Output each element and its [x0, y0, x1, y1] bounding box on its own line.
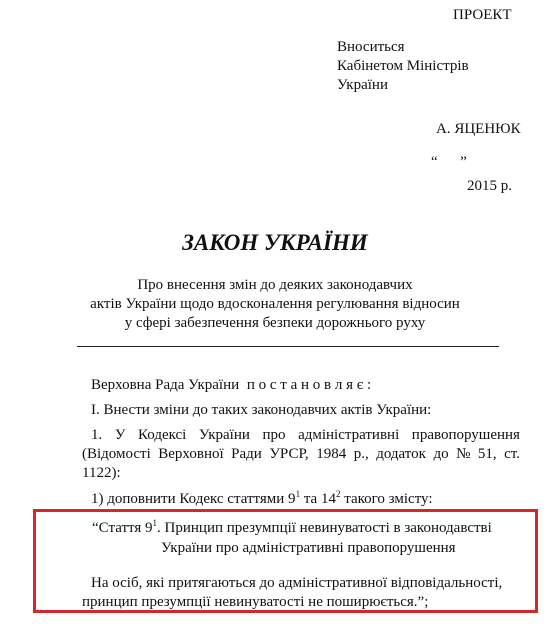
- superscript: 2: [335, 489, 341, 499]
- word: 1984: [316, 446, 347, 462]
- submitted-by-line: України: [337, 77, 388, 93]
- submitted-by-block: [337, 38, 469, 95]
- sub-item-text: 1) доповнити Кодекс статтями 9: [91, 491, 296, 507]
- preamble: [91, 376, 371, 394]
- section-one-intro: І. Внести зміни до таких законодавчих актів України:: [91, 402, 432, 418]
- item-one-line-3: 1122):: [82, 465, 121, 481]
- sub-item-one: [91, 490, 433, 508]
- word: УРСР,: [269, 446, 309, 462]
- item-one-line-2: [82, 445, 520, 463]
- sub-item-text: та 14: [300, 491, 336, 507]
- signer-name: А. ЯЦЕНЮК: [436, 121, 521, 137]
- law-title: ЗАКОН УКРАЇНИ: [182, 230, 368, 255]
- word: адміністративні: [298, 427, 400, 443]
- date-placeholder: “ ”: [431, 154, 467, 170]
- article-heading-text: . Принцип презумпції невинуватості в законодавстві: [157, 520, 492, 536]
- subtitle-line: у сфері забезпечення безпеки дорожнього руху: [124, 315, 426, 331]
- word: Кодексі: [138, 427, 187, 443]
- word: (Відомості: [82, 446, 151, 462]
- article-heading-text: “Стаття 9: [92, 520, 153, 536]
- word: про: [262, 427, 286, 443]
- law-subtitle: [0, 276, 550, 333]
- sub-item-text: такого змісту:: [340, 491, 433, 507]
- article-text-line-1: На осіб, які притягаються до адміністративної відповідальності,: [91, 575, 503, 591]
- subtitle-line: Про внесення змін до деяких законодавчих: [137, 277, 413, 293]
- word: 1.: [91, 427, 103, 443]
- word: №: [456, 446, 471, 462]
- word: Верховної: [158, 446, 224, 462]
- word: 51,: [477, 446, 497, 462]
- word: додаток: [376, 446, 426, 462]
- title-divider: [77, 346, 499, 347]
- word: правопорушення: [411, 427, 520, 443]
- article-heading: [92, 519, 492, 537]
- word: р.,: [353, 446, 369, 462]
- superscript: 1: [295, 489, 301, 499]
- superscript: 1: [152, 518, 158, 528]
- word: ст.: [504, 446, 520, 462]
- document-year: 2015 р.: [467, 178, 512, 194]
- article-text-line-2: принцип презумпції невинуватості не поширюється.”;: [82, 594, 429, 610]
- submitted-by-line: Кабінетом Міністрів: [337, 58, 469, 74]
- word: У: [114, 427, 126, 443]
- draft-label: ПРОЕКТ: [453, 7, 512, 23]
- article-heading-line-2: України про адміністративні правопорушення: [161, 540, 456, 556]
- preamble-lead: Верховна Рада України: [91, 377, 240, 393]
- word: до: [433, 446, 449, 462]
- word: Ради: [231, 446, 262, 462]
- item-one-line-1: [91, 426, 520, 444]
- subtitle-line: актів України щодо вдосконалення регулювання відносин: [90, 296, 460, 312]
- preamble-resolves: п о с т а н о в л я є :: [246, 377, 372, 393]
- submitted-by-line: Вноситься: [337, 39, 405, 55]
- word: України: [198, 427, 250, 443]
